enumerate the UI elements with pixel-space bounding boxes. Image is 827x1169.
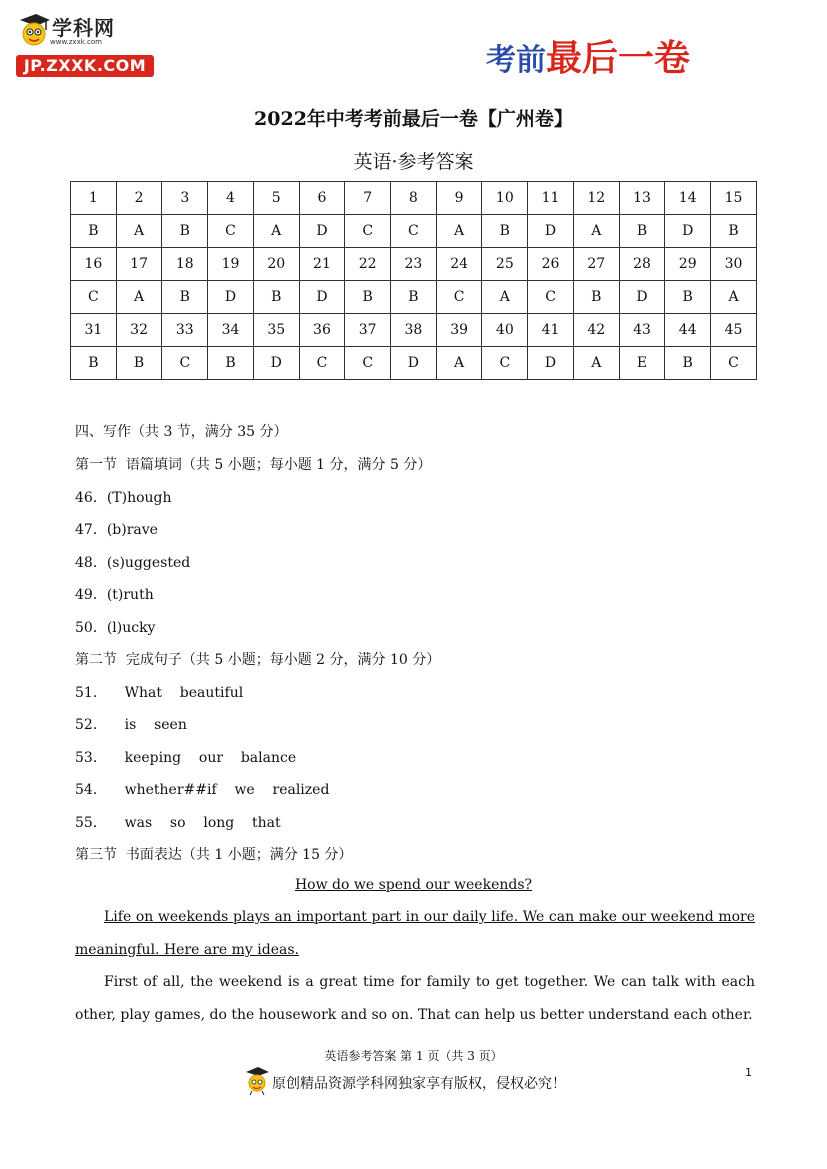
part2-item: 52． is seen [75, 717, 187, 733]
answer-row [71, 281, 757, 314]
question-number-cell: 5 [253, 182, 299, 215]
answer-cell: D [253, 347, 299, 380]
answer-cell: B [71, 347, 117, 380]
question-number-cell: 41 [528, 314, 574, 347]
section-heading: 四、写作（共 3 节，满分 35 分） [75, 424, 288, 440]
answer-cell: A [253, 215, 299, 248]
page-subtitle: 英语·参考答案 [353, 151, 474, 173]
question-number-cell: 12 [573, 182, 619, 215]
answer-cell: B [711, 215, 757, 248]
answer-cell: B [665, 347, 711, 380]
question-number-cell: 4 [208, 182, 254, 215]
question-number-cell: 27 [573, 248, 619, 281]
question-number-cell: 31 [71, 314, 117, 347]
question-number-cell: 18 [162, 248, 208, 281]
question-number-cell: 36 [299, 314, 345, 347]
part1-item: 50．(l)ucky [75, 620, 156, 636]
part1-item: 46．(T)hough [75, 490, 172, 506]
answer-cell: B [573, 281, 619, 314]
question-number-cell: 30 [711, 248, 757, 281]
part2-item: 51． What beautiful [75, 685, 244, 701]
answer-cell: E [619, 347, 665, 380]
answer-cell: B [391, 281, 437, 314]
part1-heading: 第一节 语篇填词（共 5 小题；每小题 1 分，满分 5 分） [75, 457, 432, 473]
question-number-cell: 10 [482, 182, 528, 215]
question-number-cell: 14 [665, 182, 711, 215]
question-number-cell: 45 [711, 314, 757, 347]
question-number-cell: 6 [299, 182, 345, 215]
question-number-cell: 29 [665, 248, 711, 281]
answer-cell: A [573, 347, 619, 380]
question-number-cell: 20 [253, 248, 299, 281]
question-number-cell: 8 [391, 182, 437, 215]
answer-cell: A [436, 215, 482, 248]
answer-cell: A [482, 281, 528, 314]
answer-cell: C [391, 215, 437, 248]
brand-name: 学科网 [52, 16, 115, 40]
answer-cell: B [345, 281, 391, 314]
question-number-cell: 3 [162, 182, 208, 215]
answer-cell: B [162, 281, 208, 314]
question-number-row [71, 314, 757, 347]
question-number-cell: 35 [253, 314, 299, 347]
answer-cell: D [208, 281, 254, 314]
answer-row [71, 215, 757, 248]
question-number-cell: 26 [528, 248, 574, 281]
page-number: 1 [745, 1066, 752, 1079]
answer-cell: C [299, 347, 345, 380]
answer-cell: D [528, 215, 574, 248]
answer-cell: B [208, 347, 254, 380]
answer-cell: C [436, 281, 482, 314]
question-number-cell: 21 [299, 248, 345, 281]
essay-paragraph: First of all, the weekend is a great time for family to get together. We can talk with each other, play games, do the housework and so on. That can help us better understand each other. [75, 974, 755, 1023]
answer-cell: B [482, 215, 528, 248]
part2-heading: 第二节 完成句子（共 5 小题；每小题 2 分，满分 10 分） [75, 652, 441, 668]
answer-cell: C [71, 281, 117, 314]
question-number-cell: 15 [711, 182, 757, 215]
question-number-cell: 44 [665, 314, 711, 347]
question-number-cell: 28 [619, 248, 665, 281]
copyright-notice: 原创精品资源学科网独家享有版权，侵权必究！ [272, 1076, 566, 1092]
question-number-cell: 24 [436, 248, 482, 281]
page-title: 2022年中考考前最后一卷【广州卷】 [254, 108, 573, 130]
question-number-cell: 43 [619, 314, 665, 347]
answer-cell: C [208, 215, 254, 248]
question-number-cell: 34 [208, 314, 254, 347]
answer-cell: A [116, 281, 162, 314]
answer-table [70, 181, 757, 380]
part2-item: 55． was so long that [75, 815, 281, 831]
answer-cell: C [162, 347, 208, 380]
answer-cell: B [665, 281, 711, 314]
answer-cell: B [253, 281, 299, 314]
answer-cell: A [573, 215, 619, 248]
question-number-cell: 2 [116, 182, 162, 215]
question-number-cell: 38 [391, 314, 437, 347]
question-number-cell: 33 [162, 314, 208, 347]
answer-cell: B [116, 347, 162, 380]
answer-cell: C [711, 347, 757, 380]
answer-cell: D [528, 347, 574, 380]
answer-cell: C [345, 347, 391, 380]
question-number-cell: 9 [436, 182, 482, 215]
question-number-cell: 22 [345, 248, 391, 281]
question-number-cell: 39 [436, 314, 482, 347]
answer-cell: C [528, 281, 574, 314]
question-number-cell: 19 [208, 248, 254, 281]
mascot-icon [16, 12, 52, 52]
slogan [486, 30, 690, 81]
question-number-cell: 25 [482, 248, 528, 281]
answer-cell: D [299, 281, 345, 314]
question-number-row [71, 248, 757, 281]
answer-cell: D [665, 215, 711, 248]
answer-cell: D [391, 347, 437, 380]
question-number-cell: 11 [528, 182, 574, 215]
question-number-cell: 13 [619, 182, 665, 215]
question-number-cell: 42 [573, 314, 619, 347]
question-number-cell: 32 [116, 314, 162, 347]
question-number-cell: 1 [71, 182, 117, 215]
answer-cell: C [482, 347, 528, 380]
mascot-icon [244, 1066, 270, 1096]
answer-cell: B [619, 215, 665, 248]
question-number-cell: 37 [345, 314, 391, 347]
answer-cell: D [619, 281, 665, 314]
question-number-cell: 40 [482, 314, 528, 347]
part2-item: 54． whether##if we realized [75, 782, 330, 798]
answer-cell: D [299, 215, 345, 248]
answer-cell: A [116, 215, 162, 248]
answer-cell: B [71, 215, 117, 248]
answer-cell: C [345, 215, 391, 248]
answer-cell: A [711, 281, 757, 314]
essay-paragraph: Life on weekends plays an important part in our daily life. We can make our weekend more meaningful. Here are my ideas. [75, 909, 755, 958]
brand-site: www.zxxk.com [50, 38, 102, 46]
answer-row [71, 347, 757, 380]
part1-item: 48．(s)uggested [75, 555, 191, 571]
part2-item: 53． keeping our balance [75, 750, 297, 766]
page-footer: 英语参考答案 第 1 页（共 3 页） [324, 1049, 503, 1063]
part1-item: 47．(b)rave [75, 522, 158, 538]
question-number-cell: 23 [391, 248, 437, 281]
slogan-part2: 最后一卷 [546, 37, 691, 79]
question-number-cell: 16 [71, 248, 117, 281]
question-number-cell: 17 [116, 248, 162, 281]
question-number-row [71, 182, 757, 215]
brand-url-bar[interactable]: JP.ZXXK.COM [16, 55, 154, 77]
question-number-cell: 7 [345, 182, 391, 215]
answer-cell: A [436, 347, 482, 380]
slogan-part1: 考前 [486, 43, 546, 78]
answer-cell: B [162, 215, 208, 248]
part3-heading: 第三节 书面表达（共 1 小题；满分 15 分） [75, 847, 353, 863]
part1-item: 49．(t)ruth [75, 587, 154, 603]
essay-title: How do we spend our weekends? [294, 877, 533, 893]
